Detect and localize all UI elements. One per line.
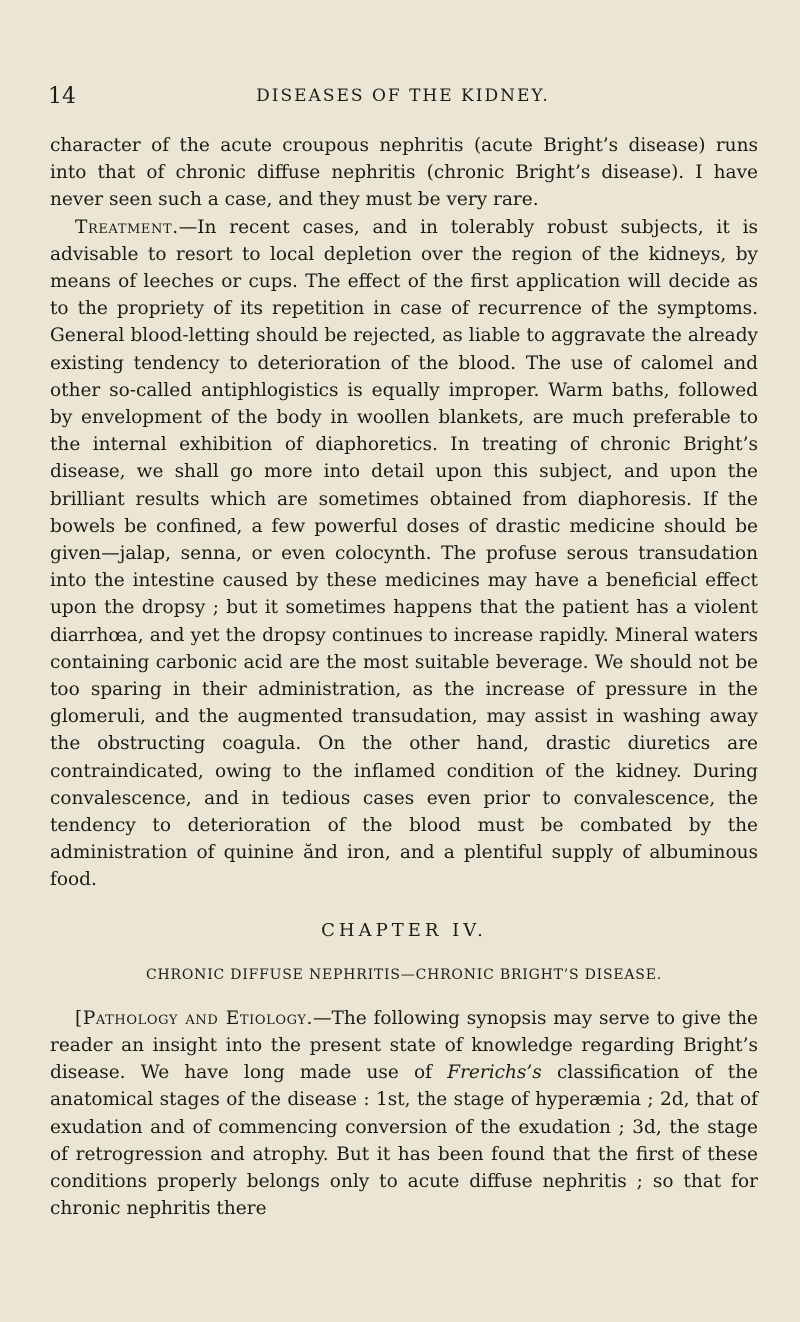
chapter-heading: CHAPTER IV. (321, 919, 487, 941)
page-number: 14 (48, 84, 76, 109)
pathology-label: [Pathology and Etiology. (75, 1007, 314, 1029)
pathology-body-part-2: classification of the anatomical stages of the disease : 1st, the stage of hyperæmia ; 2d, that of exudation and of commencing conversion of the exudation ; 3d, the stage of retrogression and atrophy. But it has been found that the first of these conditions properly belongs only to acute diffuse nephritis ; so that for chronic nephritis there (50, 1062, 758, 1220)
pathology-author: Frerichs’s (447, 1062, 542, 1084)
treatment-label: Treatment. (75, 216, 179, 238)
running-head (48, 84, 758, 108)
chapter-subtitle: CHRONIC DIFFUSE NEPHRITIS—CHRONIC BRIGHT’S DISEASE. (146, 966, 662, 983)
body-text (50, 132, 758, 1222)
treatment-body: —In recent cases, and in tolerably robust subjects, it is advisable to resort to local depletion over the region of the kidneys, by means of leeches or cups. The effect of the first application will decide as to the propriety of its repetition in case of recurrence of the symptoms. General blood-letting should be rejected, as liable to aggravate the already existing tendency to deterioration of the blood. The use of calomel and other so-called antiphlogistics is equally improper. Warm baths, followed by envelopment of the body in woollen blankets, are much preferable to the internal exhibition of diaphoretics. In treating of chronic Bright’s disease, we shall go more into detail upon this subject, and upon the brilliant results which are sometimes obtained from diaphoresis. If the bowels be confined, a few powerful doses of drastic medicine should be given—jalap, senna, or even colocynth. The profuse serous transudation into the intestine caused by these medicines may have a beneficial effect upon the dropsy ; but it sometimes happens that the patient has a violent diarrhœa, and yet the dropsy continues to increase rapidly. Mineral waters containing carbonic acid are the most suitable beverage. We should not be too sparing in their administration, as the increase of pressure in the glomeruli, and the augmented transudation, may assist in washing away the obstructing coagula. On the other hand, drastic diuretics are contraindicated, owing to the inflamed condition of the kidney. During convalescence, and in tedious cases even prior to convalescence, the tendency to deterioration of the blood must be combated by the administration of quinine ănd iron, and a plentiful supply of albuminous food. (50, 216, 758, 891)
continued-paragraph-text: character of the acute croupous nephritis (acute Bright’s disease) runs into that of chronic diffuse nephritis (chronic Bright’s disease). I have never seen such a case, and they must be very rare. (50, 135, 758, 211)
pathology-paragraph (50, 1005, 758, 1223)
pathology-body-part-1: —The following synopsis may serve to give the reader an insight into the present state of knowledge regarding Bright’s disease. We have long made use of (50, 1007, 758, 1084)
running-title: DISEASES OF THE KIDNEY. (256, 86, 550, 106)
treatment-paragraph (50, 214, 758, 894)
continued-paragraph (50, 132, 758, 214)
